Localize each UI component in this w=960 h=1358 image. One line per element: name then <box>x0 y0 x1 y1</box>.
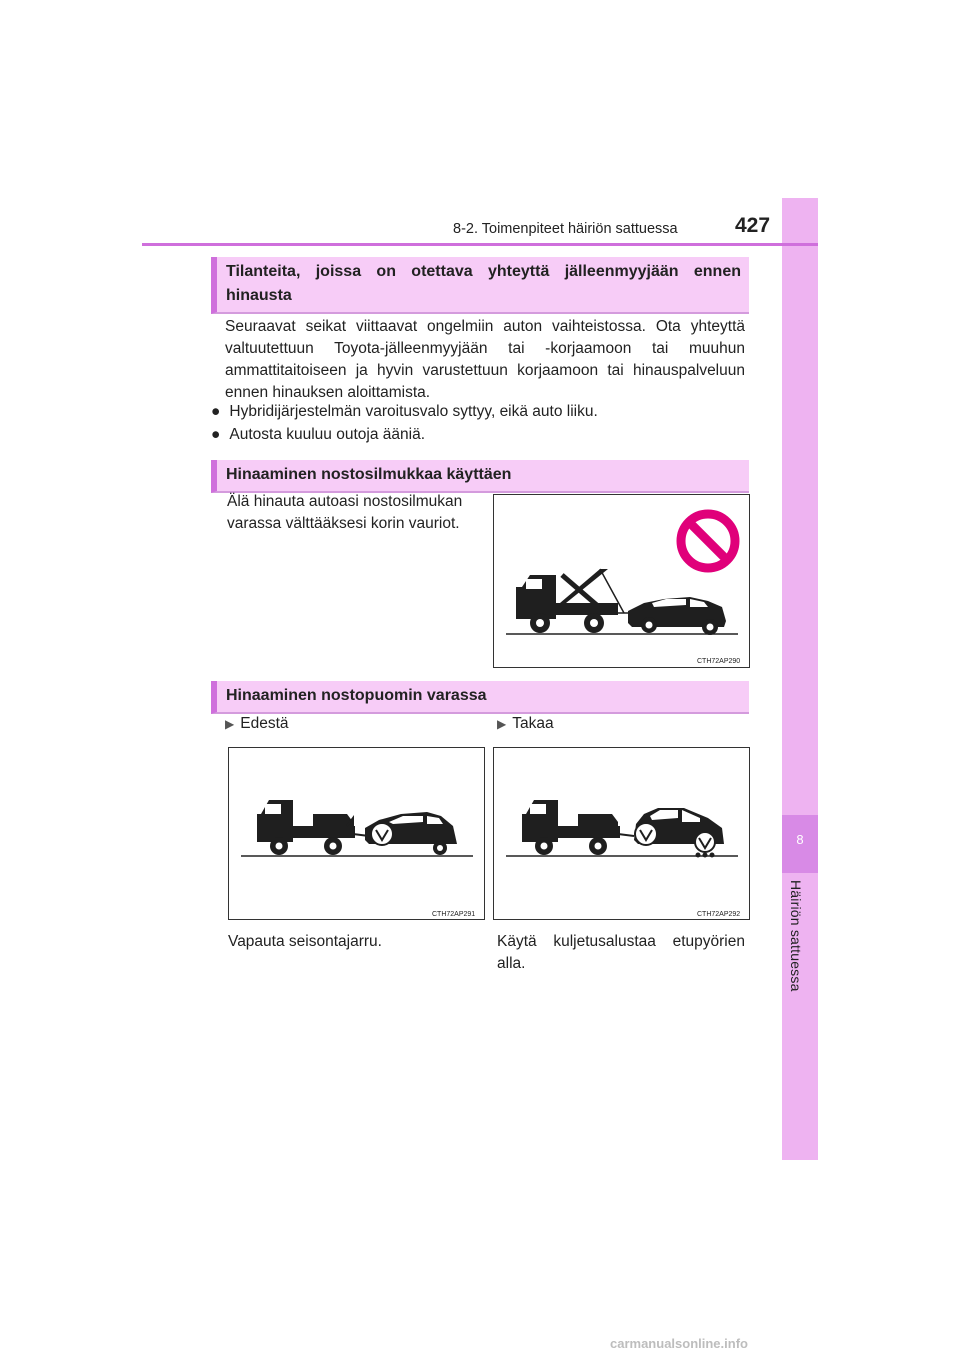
car-icon <box>634 808 724 858</box>
bullet-text: Hybridijärjestelmän varoitusvalo syttyy, eikä auto liiku. <box>229 403 598 420</box>
label-front <box>225 715 289 733</box>
label-rear-text: Takaa <box>512 715 554 732</box>
section-heading-towing-hook: Hinaaminen nostosilmukkaa käyttäen <box>211 460 749 493</box>
figure-front-lift <box>228 747 485 920</box>
bullet-icon: ● <box>211 403 221 420</box>
section-heading-dealer-contact: Tilanteita, joissa on otettava yhteyttä jälleenmyyjään ennen hinausta <box>211 257 749 314</box>
label-rear <box>497 715 554 733</box>
front-lift-illustration <box>229 748 484 919</box>
triangle-right-icon: ▶ <box>225 717 235 731</box>
bullet-text: Autosta kuuluu outoja ääniä. <box>229 426 425 443</box>
label-front-text: Edestä <box>240 715 289 732</box>
tow-truck-icon <box>257 800 369 855</box>
tow-truck-icon <box>522 800 634 855</box>
caption-front: Vapauta seisontajarru. <box>228 933 382 950</box>
chapter-number: 8 <box>796 832 804 847</box>
car-icon <box>628 597 726 635</box>
figure-hook-towing <box>493 494 750 668</box>
bullet-icon: ● <box>211 426 221 443</box>
chapter-title: Häiriön sattuessa <box>788 880 804 992</box>
header-rule <box>142 243 818 246</box>
rear-lift-illustration <box>494 748 749 919</box>
prohibition-icon <box>681 514 735 568</box>
tow-truck-icon <box>516 569 634 633</box>
figure-code: CTH72AP290 <box>697 658 741 665</box>
bullet-item <box>211 403 598 421</box>
caption-rear: Käytä kuljetusalustaa etupyörien alla. <box>497 933 745 972</box>
running-header: 8-2. Toimenpiteet häiriön sattuessa <box>453 221 678 237</box>
section1-paragraph: Seuraavat seikat viittaavat ongelmiin auton vaihteistossa. Ota yhteyttä valtuutettuun Toyota-jälleenmyyjään tai -korjaamoon tai muuhun ammattitaitoiseen ja hyvin varustettuun korjaamoon tai hinauspalveluun ennen hinauksen aloittamista. <box>225 318 745 401</box>
figure-code: CTH72AP292 <box>697 911 741 918</box>
page-number: 427 <box>735 214 771 237</box>
tow-truck-illustration <box>494 495 749 667</box>
figure-rear-lift <box>493 747 750 920</box>
bullet-item <box>211 426 425 444</box>
triangle-right-icon: ▶ <box>497 717 507 731</box>
section-heading-wheel-lift: Hinaaminen nostopuomin varassa <box>211 681 749 714</box>
figure-code: CTH72AP291 <box>432 911 476 918</box>
chapter-sidebar <box>782 198 818 1160</box>
watermark: carmanualsonline.info <box>610 1336 748 1351</box>
car-icon <box>365 812 457 855</box>
section2-paragraph: Älä hinauta autoasi nostosilmukan varassa välttääksesi korin vauriot. <box>227 493 463 532</box>
